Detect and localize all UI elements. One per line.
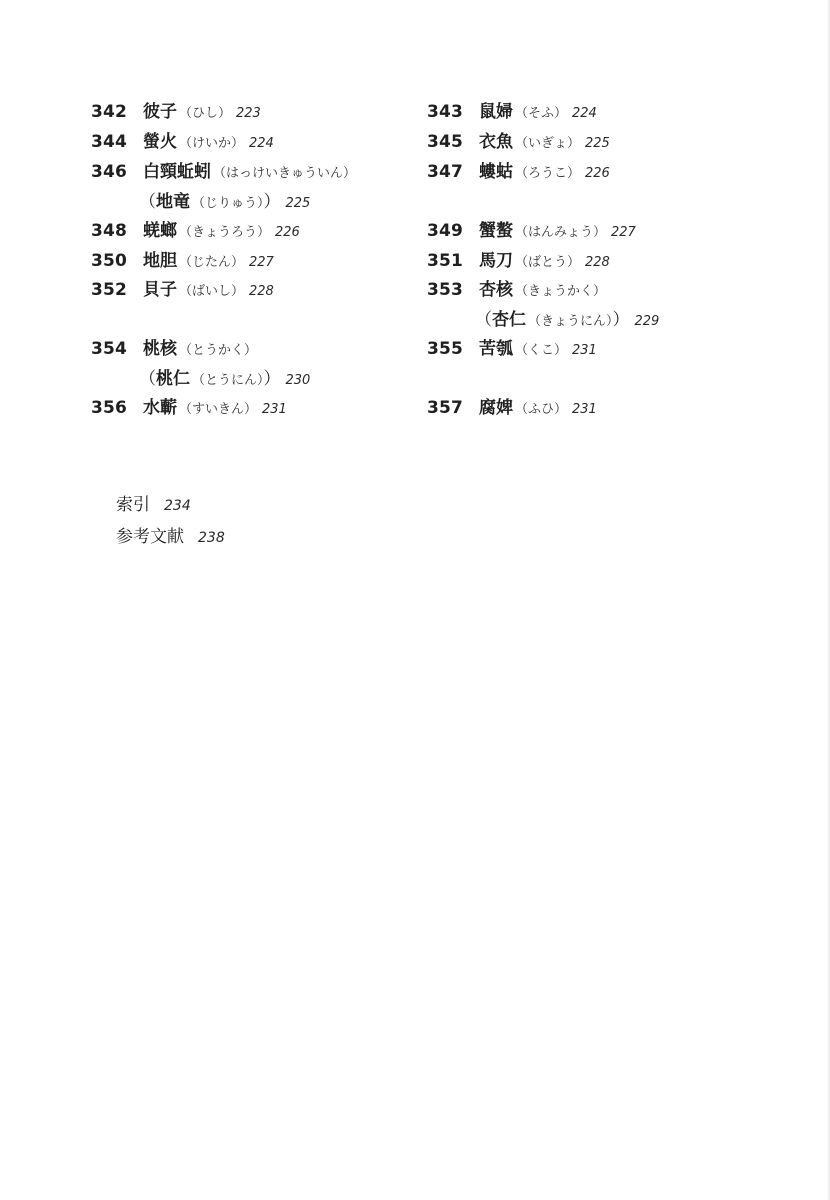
back-matter-label: 索引 <box>116 495 150 515</box>
entry-term: 衣魚 <box>479 132 513 152</box>
entry-term: 鼠婦 <box>479 102 513 122</box>
alt-close-paren: ） <box>263 192 281 212</box>
entry-number: 353 <box>427 280 464 300</box>
entry-number: 349 <box>427 221 464 241</box>
back-matter-references <box>116 526 225 549</box>
entry-number: 342 <box>91 102 128 122</box>
entry-reading: （いぎょ） <box>515 136 581 151</box>
entry-number: 356 <box>91 398 128 418</box>
entry-page: 224 <box>249 136 274 151</box>
entry-reading: （すいきん） <box>179 402 258 417</box>
entry-reading: （ろうこ） <box>515 166 581 181</box>
entry-number: 351 <box>427 251 464 271</box>
entry-line <box>479 279 606 303</box>
alt-reading: （じりゅう） <box>192 196 264 211</box>
entry-number: 348 <box>91 221 128 241</box>
alt-reading: （きょうにん） <box>528 314 613 329</box>
entry-term: 螢火 <box>143 132 177 152</box>
alt-close-paren: ） <box>612 310 630 330</box>
entry-line <box>143 220 300 244</box>
entry-alt-line <box>139 368 310 392</box>
entry-number: 343 <box>427 102 464 122</box>
entry-term: 水蘄 <box>143 398 177 418</box>
alt-term: 地竜 <box>156 192 190 212</box>
entry-line <box>479 338 597 362</box>
entry-reading: （はっけいきゅういん） <box>213 166 357 181</box>
entry-number: 354 <box>91 339 128 359</box>
entry-term: 蜣螂 <box>143 221 177 241</box>
entry-number: 344 <box>91 132 128 152</box>
entry-page: 227 <box>249 255 274 270</box>
entry-number: 350 <box>91 251 128 271</box>
entry-alt-line <box>475 309 659 333</box>
entry-line <box>479 161 610 185</box>
alt-term: 桃仁 <box>156 369 190 389</box>
alt-term: 杏仁 <box>492 310 526 330</box>
entry-term: 貝子 <box>143 280 177 300</box>
back-matter-page: 234 <box>164 498 191 514</box>
alt-open-paren: （ <box>475 310 492 330</box>
entry-page: 223 <box>236 106 261 121</box>
entry-page: 231 <box>572 402 597 417</box>
entry-term: 白頸蚯蚓 <box>143 162 211 182</box>
back-matter-index <box>116 494 191 517</box>
entry-line <box>143 338 257 362</box>
entry-page: 228 <box>585 255 610 270</box>
entry-term: 杏核 <box>479 280 513 300</box>
entry-page: 226 <box>585 166 610 181</box>
entry-line <box>479 250 610 274</box>
entry-reading: （はんみょう） <box>515 225 607 240</box>
entry-number: 355 <box>427 339 464 359</box>
entry-line <box>143 279 274 303</box>
entry-number: 352 <box>91 280 128 300</box>
entry-reading: （ふひ） <box>515 402 568 417</box>
entry-reading: （ひし） <box>179 106 232 121</box>
entry-number: 345 <box>427 132 464 152</box>
entry-line <box>143 397 287 421</box>
entry-term: 蟹螯 <box>479 221 513 241</box>
entry-line <box>479 220 636 244</box>
entry-line <box>479 101 597 125</box>
entry-number: 346 <box>91 162 128 182</box>
alt-close-paren: ） <box>263 369 281 389</box>
entry-reading: （とうかく） <box>179 343 258 358</box>
entry-page: 231 <box>572 343 597 358</box>
entry-line <box>143 131 274 155</box>
entry-page: 231 <box>262 402 287 417</box>
entry-page: 225 <box>585 136 610 151</box>
entry-reading: （くこ） <box>515 343 568 358</box>
entry-number: 357 <box>427 398 464 418</box>
entry-page: 230 <box>285 373 311 388</box>
entry-term: 地胆 <box>143 251 177 271</box>
entry-page: 227 <box>611 225 636 240</box>
entry-page: 225 <box>285 196 311 211</box>
entry-number: 347 <box>427 162 464 182</box>
entry-term: 苦瓠 <box>479 339 513 359</box>
entry-alt-line <box>139 191 310 215</box>
entry-term: 螻蛄 <box>479 162 513 182</box>
alt-reading: （とうにん） <box>192 373 264 388</box>
entry-term: 馬刀 <box>479 251 513 271</box>
alt-open-paren: （ <box>139 369 156 389</box>
entry-term: 桃核 <box>143 339 177 359</box>
entry-line <box>143 250 274 274</box>
entry-line <box>143 161 356 185</box>
entry-line <box>479 397 597 421</box>
entry-reading: （じたん） <box>179 255 245 270</box>
entry-term: 彼子 <box>143 102 177 122</box>
entry-line <box>479 131 610 155</box>
entry-reading: （そふ） <box>515 106 568 121</box>
entry-reading: （きょうかく） <box>515 284 607 299</box>
alt-open-paren: （ <box>139 192 156 212</box>
entry-page: 228 <box>249 284 274 299</box>
entry-reading: （けいか） <box>179 136 245 151</box>
entry-reading: （ばいし） <box>179 284 245 299</box>
entry-reading: （ばとう） <box>515 255 581 270</box>
entry-term: 腐婢 <box>479 398 513 418</box>
back-matter-page: 238 <box>198 530 225 546</box>
entry-page: 224 <box>572 106 597 121</box>
entry-page: 226 <box>275 225 300 240</box>
entry-reading: （きょうろう） <box>179 225 271 240</box>
entry-line <box>143 101 261 125</box>
back-matter-label: 参考文献 <box>116 527 184 547</box>
entry-page: 229 <box>634 314 660 329</box>
